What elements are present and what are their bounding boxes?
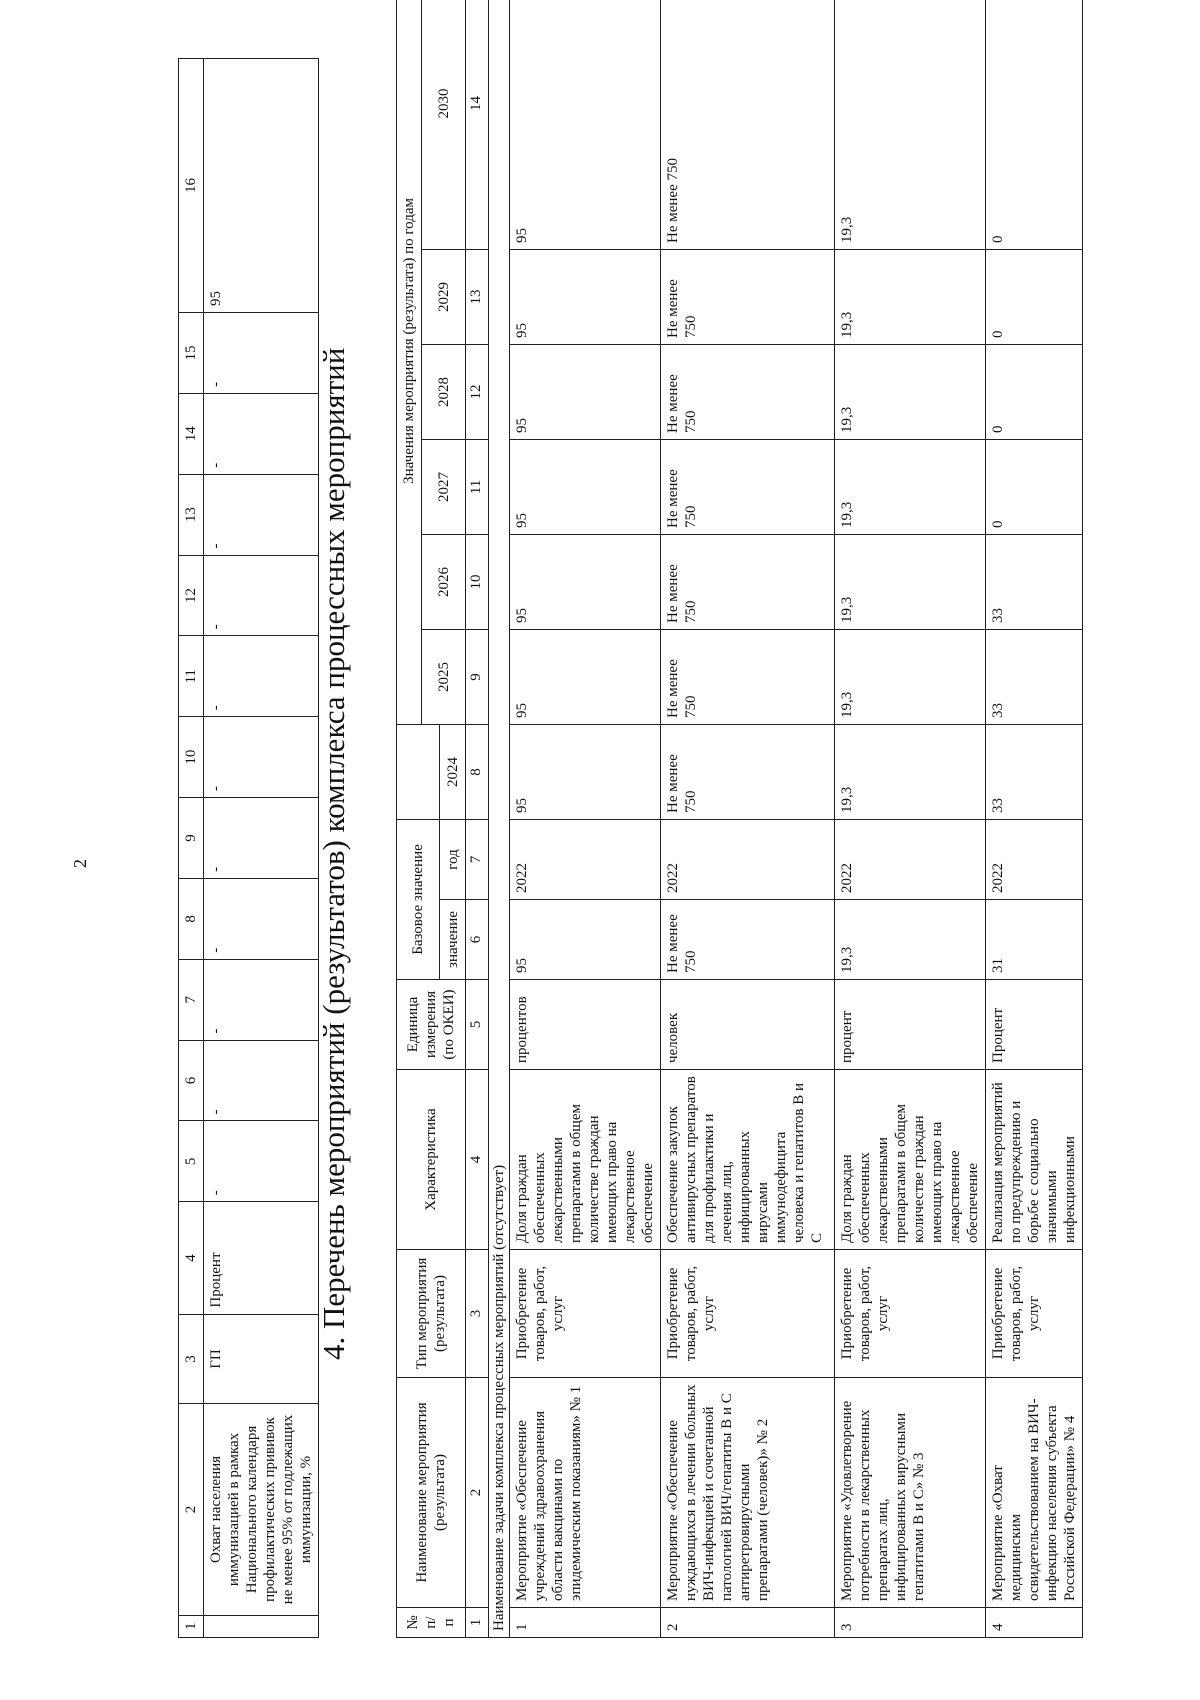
header-values-by-year: Значения мероприятия (результата) по годам bbox=[397, 0, 422, 724]
column-index: 11 bbox=[466, 439, 489, 534]
column-index: 10 bbox=[179, 717, 204, 798]
base-year: 2022 bbox=[835, 819, 986, 899]
value-2029: 95 bbox=[510, 249, 661, 344]
column-index: 4 bbox=[179, 1202, 204, 1314]
value-2028: 19,3 bbox=[835, 344, 986, 439]
column-index: 14 bbox=[179, 393, 204, 474]
base-value: 31 bbox=[986, 900, 1083, 980]
measure-type: Приобретение товаров, работ, услуг bbox=[661, 1250, 835, 1378]
table-cell: - bbox=[204, 1040, 319, 1121]
header-base: Базовое значение bbox=[397, 819, 440, 979]
value-2030: 0 bbox=[986, 0, 1083, 249]
column-index-row bbox=[179, 59, 204, 1638]
task-name: Наименование задачи комплекса процессных мероприятий (отсутствует) bbox=[489, 0, 510, 1638]
section-title: 4. Перечень мероприятий (результатов) комплекса процессных мероприятий bbox=[316, 347, 351, 1360]
value-2025: 33 bbox=[986, 629, 1083, 724]
column-index: 5 bbox=[179, 1121, 204, 1202]
column-index: 14 bbox=[466, 0, 489, 249]
measure-characteristic: Обеспечение закупок антивирусных препаратов для профилактики и лечения лиц, инфицированных вирусами иммунодефицита человека и гепатитов В и С bbox=[661, 1070, 835, 1250]
unit-cell: Процент bbox=[204, 1202, 319, 1314]
table-cell: 95 bbox=[204, 59, 319, 313]
value-2030: 95 bbox=[510, 0, 661, 249]
table-row bbox=[204, 59, 319, 1638]
measure-characteristic: Реализация мероприятий по предупреждению и борьбе с социально значимыми инфекционными bbox=[986, 1070, 1083, 1250]
column-index: 11 bbox=[179, 636, 204, 717]
column-index: 13 bbox=[179, 474, 204, 555]
row-number: 4 bbox=[986, 1608, 1083, 1638]
measure-name: Мероприятие «Обеспечение нуждающихся в лечении больных ВИЧ-инфекцией и сочетанной патологией ВИЧ/гепатиты В и С антиретровирусными препаратами (человек)» № 2 bbox=[661, 1378, 835, 1608]
value-2027: 0 bbox=[986, 439, 1083, 534]
header-num: № п/п bbox=[397, 1608, 466, 1638]
process-measures-table bbox=[396, 0, 1083, 1638]
base-value: 95 bbox=[510, 900, 661, 980]
header-row bbox=[397, 0, 422, 1638]
table-cell: - bbox=[204, 1121, 319, 1202]
table-cell: - bbox=[204, 555, 319, 636]
header-year: 2028 bbox=[422, 344, 466, 439]
base-value: Не менее 750 bbox=[661, 900, 835, 980]
header-unit: Единица измерения (по ОКЕИ) bbox=[397, 980, 466, 1070]
column-index: 9 bbox=[466, 629, 489, 724]
base-value: 19,3 bbox=[835, 900, 986, 980]
table-cell: - bbox=[204, 878, 319, 959]
column-index: 1 bbox=[466, 1608, 489, 1638]
column-index: 2 bbox=[466, 1378, 489, 1608]
table-cell: - bbox=[204, 717, 319, 798]
header-base-year: год bbox=[440, 819, 466, 899]
table-row bbox=[661, 0, 835, 1638]
page-number: 2 bbox=[70, 859, 90, 868]
column-index: 15 bbox=[179, 313, 204, 394]
value-2024: 19,3 bbox=[835, 724, 986, 819]
column-index: 8 bbox=[466, 724, 489, 819]
value-2025: 19,3 bbox=[835, 629, 986, 724]
header-year: 2025 bbox=[422, 629, 466, 724]
table-row bbox=[986, 0, 1083, 1638]
column-index: 6 bbox=[466, 900, 489, 980]
header-year: 2029 bbox=[422, 249, 466, 344]
measure-name: Мероприятие «Обеспечение учреждений здравоохранения области вакцинами по эпидемическим показаниям» № 1 bbox=[510, 1378, 661, 1608]
base-year: 2022 bbox=[661, 819, 835, 899]
value-2029: Не менее 750 bbox=[661, 249, 835, 344]
value-2030: 19,3 bbox=[835, 0, 986, 249]
indicator-name-cell: Охват населения иммунизацией в рамках Национального календаря профилактических прививок не менее 95% от подлежащих иммунизации, % bbox=[204, 1404, 319, 1615]
measure-name: Мероприятие «Охват медицинским освидетельствованием на ВИЧ-инфекцию населения субъекта Российской Федерации» № 4 bbox=[986, 1378, 1083, 1608]
table-cell: ГП bbox=[204, 1314, 319, 1404]
measure-name: Мероприятие «Удовлетворение потребности в лекарственных препаратах лиц, инфицированных вирусными гепатитами В и С» № 3 bbox=[835, 1378, 986, 1608]
column-index: 5 bbox=[466, 980, 489, 1070]
value-2028: 95 bbox=[510, 344, 661, 439]
unit-cell: человек bbox=[661, 980, 835, 1070]
value-2026: 33 bbox=[986, 534, 1083, 629]
value-2025: Не менее 750 bbox=[661, 629, 835, 724]
header-year: 2026 bbox=[422, 534, 466, 629]
column-index: 1 bbox=[179, 1615, 204, 1637]
column-index: 10 bbox=[466, 534, 489, 629]
base-year: 2022 bbox=[986, 819, 1083, 899]
measure-type: Приобретение товаров, работ, услуг bbox=[986, 1250, 1083, 1378]
base-year: 2022 bbox=[510, 819, 661, 899]
table-cell bbox=[204, 1615, 319, 1637]
table-row bbox=[510, 0, 661, 1638]
unit-cell: Процент bbox=[986, 980, 1083, 1070]
unit-cell: процентов bbox=[510, 980, 661, 1070]
header-year: 2030 bbox=[422, 0, 466, 249]
measure-characteristic: Доля граждан обеспеченных лекарственными препаратами в общем количестве граждан имеющих право на лекарственное обеспечение bbox=[510, 1070, 661, 1250]
column-index: 3 bbox=[466, 1250, 489, 1378]
value-2026: 95 bbox=[510, 534, 661, 629]
column-index: 2 bbox=[179, 1404, 204, 1615]
column-index: 7 bbox=[466, 819, 489, 899]
measure-type: Приобретение товаров, работ, услуг bbox=[835, 1250, 986, 1378]
value-2026: Не менее 750 bbox=[661, 534, 835, 629]
value-2027: Не менее 750 bbox=[661, 439, 835, 534]
measure-type: Приобретение товаров, работ, услуг bbox=[510, 1250, 661, 1378]
header-blank bbox=[397, 724, 440, 819]
row-number: 2 bbox=[661, 1608, 835, 1638]
column-index: 7 bbox=[179, 959, 204, 1040]
table-cell: - bbox=[204, 474, 319, 555]
value-2029: 0 bbox=[986, 249, 1083, 344]
table-cell: - bbox=[204, 313, 319, 394]
value-2029: 19,3 bbox=[835, 249, 986, 344]
table-cell: - bbox=[204, 393, 319, 474]
value-2027: 19,3 bbox=[835, 439, 986, 534]
header-name: Наименование мероприятия (результата) bbox=[397, 1378, 466, 1608]
header-type: Тип мероприятия (результата) bbox=[397, 1250, 466, 1378]
column-index: 6 bbox=[179, 1040, 204, 1121]
row-number: 3 bbox=[835, 1608, 986, 1638]
value-2024: 95 bbox=[510, 724, 661, 819]
value-2028: Не менее 750 bbox=[661, 344, 835, 439]
task-row bbox=[489, 0, 510, 1638]
column-index: 8 bbox=[179, 878, 204, 959]
header-year: 2027 bbox=[422, 439, 466, 534]
column-index: 3 bbox=[179, 1314, 204, 1404]
column-index: 9 bbox=[179, 798, 204, 879]
row-number: 1 bbox=[510, 1608, 661, 1638]
unit-cell: процент bbox=[835, 980, 986, 1070]
header-characteristic: Характеристика bbox=[397, 1070, 466, 1250]
value-2024: 33 bbox=[986, 724, 1083, 819]
column-index: 13 bbox=[466, 249, 489, 344]
indicator-table-fragment bbox=[178, 58, 319, 1638]
header-base-value: значение bbox=[440, 900, 466, 980]
column-index: 12 bbox=[466, 344, 489, 439]
column-index: 16 bbox=[179, 59, 204, 313]
value-2024: Не менее 750 bbox=[661, 724, 835, 819]
table-cell: - bbox=[204, 636, 319, 717]
table-cell: - bbox=[204, 798, 319, 879]
table-cell: - bbox=[204, 959, 319, 1040]
column-index: 12 bbox=[179, 555, 204, 636]
header-year: 2024 bbox=[440, 724, 466, 819]
value-2025: 95 bbox=[510, 629, 661, 724]
table-row bbox=[835, 0, 986, 1638]
column-index: 4 bbox=[466, 1070, 489, 1250]
measure-characteristic: Доля граждан обеспеченных лекарственными препаратами в общем количестве граждан имеющих право на лекарственное обеспечение bbox=[835, 1070, 986, 1250]
column-index-row bbox=[466, 0, 489, 1638]
value-2028: 0 bbox=[986, 344, 1083, 439]
value-2027: 95 bbox=[510, 439, 661, 534]
value-2030: Не менее 750 bbox=[661, 0, 835, 249]
value-2026: 19,3 bbox=[835, 534, 986, 629]
